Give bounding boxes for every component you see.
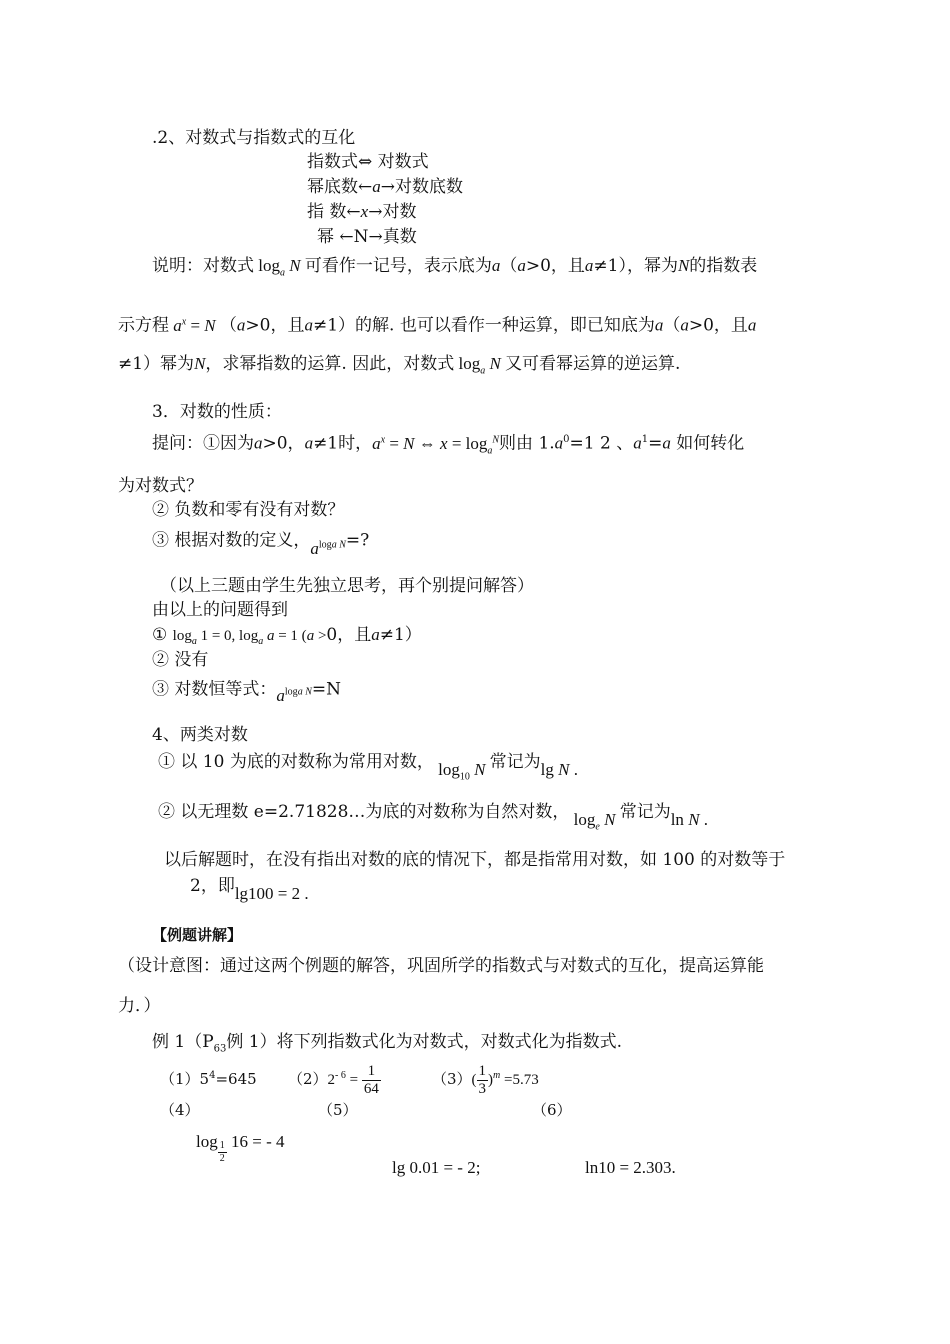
formula-a-x-eq-n: $a^x = N$ — [173, 315, 216, 335]
formula-identity: $a^{loga N}$ — [276, 685, 312, 705]
formula-a-log: $a^{loga N}$ — [310, 538, 346, 558]
question-2: ② 负数和零有没有对数？ — [152, 500, 345, 520]
item-2: $(2)2^{- 6}$ = $\frac{1}{64}$ — [288, 1063, 379, 1098]
note-line-2: 示方程 $a^x = N$ （a>0，且a≠1）的解. 也可以看作一种运算，即已知底为a（a>0，且a — [118, 315, 757, 336]
answer-1: ① $\log_a 1 = 0$, $\log_a a = 1$ (a >0，且a≠1） — [152, 625, 422, 647]
note-line-3: ≠1）幂为N，求幂指数的运算. 因此，对数式 $\log_a N$ 又可看幂运算的逆运算. — [118, 354, 681, 377]
formula-lg100: lg100 = 2 . — [234, 884, 309, 903]
examples-heading: 【例题讲解】 — [152, 926, 243, 944]
answer-2: ② 没有 — [152, 650, 209, 670]
section2-title: .2、对数式与指数式的互化 — [152, 128, 356, 148]
fraction-1-3: $\frac{1}{3}$ — [478, 1063, 487, 1098]
question-3: ③ 根据对数的定义，$a^{loga N}=$? — [152, 530, 370, 558]
item-3: （3）( $\frac{1}{3}$ )$^m$ =5.73 — [432, 1063, 539, 1098]
formula-loge: $\log_e N$ — [569, 810, 616, 833]
mapping-row-2: 幂底数←a→对数底数 — [307, 177, 463, 197]
formula-item-4: log $\frac{1}{2}$ 16 = - 4 — [196, 1132, 285, 1164]
formula-log-a-n-2: $\log_a N$ — [454, 354, 501, 377]
design-intent-line-1: （设计意图：通过这两个例题的解答，巩固所学的指数式与对数式的互化，提高运算能 — [118, 956, 764, 976]
formula-item-6: ln10 = 2.303. — [585, 1158, 676, 1177]
later-note-line-1: 以后解题时，在没有指出对数的底的情况下，都是指常用对数，如 100 的对数等于 — [164, 850, 786, 870]
formula-log10: $\log_{10} N$ — [433, 760, 486, 783]
item-6-label: （6） — [532, 1101, 572, 1119]
formula-log-a-n: $\log_a N$ — [254, 256, 301, 279]
mapping-row-1: 指数式⇔ 对数式 — [307, 152, 429, 172]
note-line-1: 说明：对数式 $\log_a N$ 可看作一记号，表示底为a（a>0，且a≠1），幂为N的指数表 — [152, 256, 758, 279]
later-note-line-2: 2，即lg100 = 2 . — [190, 876, 309, 903]
formula-lg: lg N . — [540, 760, 578, 779]
natural-log-line: ② 以无理数 e=2.71828…为底的对数称为自然对数， $\log_e N$ 常记为ln N . — [158, 802, 709, 833]
example-1-title: 例 $1(P_{63}$例 1）将下列指数式化为对数式，对数式化为指数式. — [152, 1032, 623, 1055]
derive-line: 由以上的问题得到 — [152, 600, 288, 620]
formula-log-properties: $\log_a 1 = 0$, $\log_a a = 1$ (a > — [172, 628, 327, 647]
design-intent-line-2: 力．） — [118, 996, 161, 1016]
mapping-row-4: 幂 ←N→真数 — [317, 227, 417, 247]
item-4-label: （4） — [160, 1101, 200, 1119]
discussion-note: （以上三题由学生先独立思考，再个别提问解答） — [160, 576, 534, 596]
answer-3: ③ 对数恒等式：$a^{loga N}=N$ — [152, 679, 341, 705]
mapping-row-3: 指 数←x→对数 — [307, 202, 417, 222]
formula-equivalence: $a^x = N$ ⇔ $x = \log_a^N$ — [372, 433, 500, 457]
question-1-cont: 为对数式？ — [118, 476, 203, 496]
common-log-line: ① 以 10 为底的对数称为常用对数， $\log_{10} N$ 常记为lg N . — [158, 752, 578, 783]
formula-item-5: lg 0.01 = - 2; — [392, 1158, 481, 1177]
formula-ln: ln N . — [670, 810, 709, 829]
fraction-1-64: $\frac{1}{64}$ — [363, 1063, 379, 1098]
section3-title: 3．对数的性质： — [152, 402, 282, 422]
item-1: $(1)5^4=645$ — [160, 1070, 257, 1088]
question-1: 提问：①因为a>0，a≠1时，$a^x = N$ ⇔ $x = \log_a^N$则由 $1.a^0=1$ 2 、$a^1=a$ 如何转化 — [152, 433, 745, 457]
section4-title: 4、两类对数 — [152, 725, 248, 745]
item-5-label: （5） — [318, 1101, 358, 1119]
